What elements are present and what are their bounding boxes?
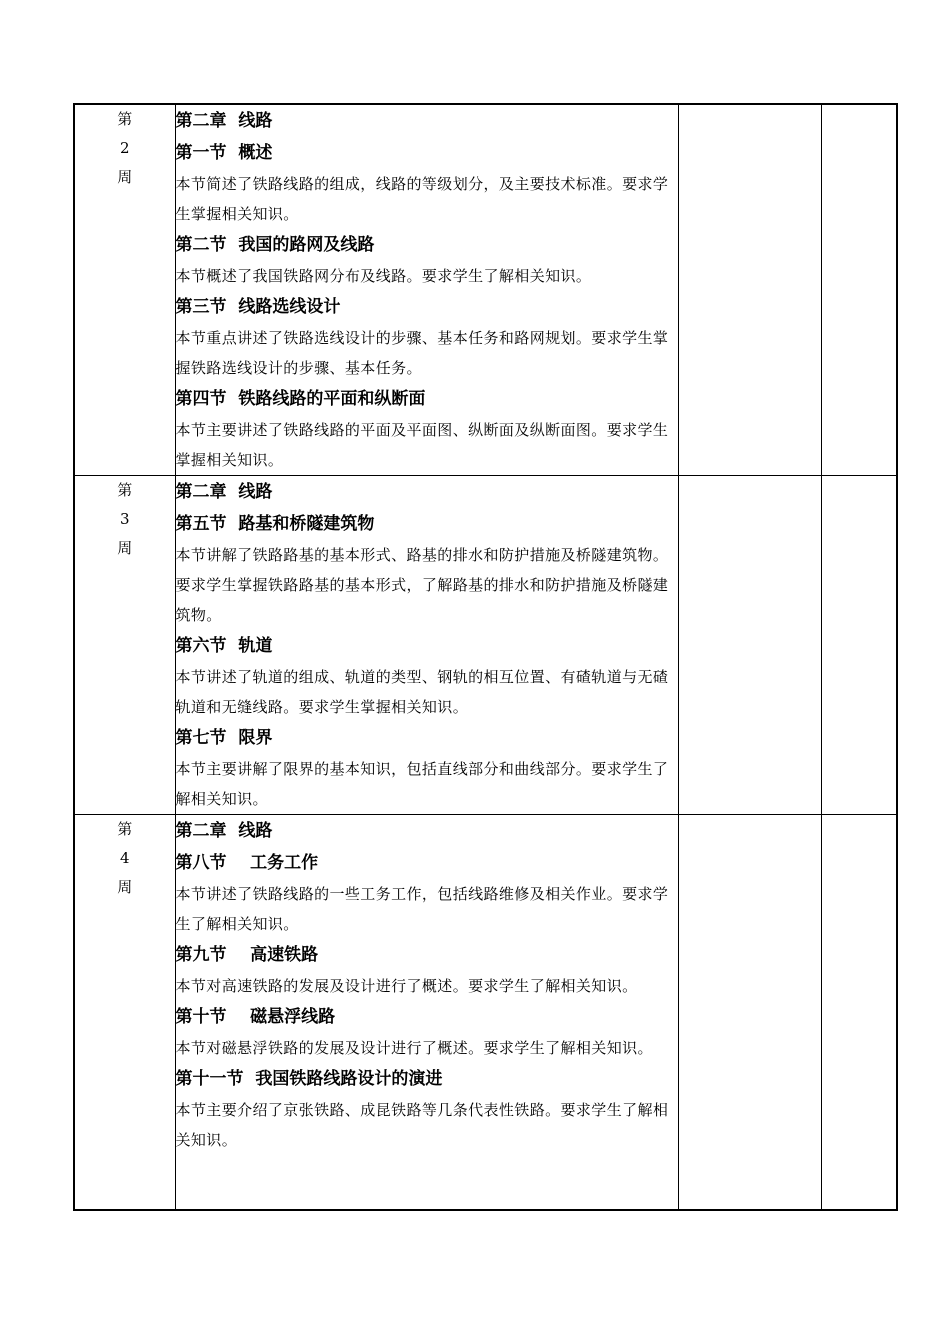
week-label-prefix: 第 bbox=[117, 110, 133, 128]
section-title: 第四节 铁路线路的平面和纵断面 bbox=[175, 389, 426, 409]
empty-cell bbox=[678, 104, 821, 476]
empty-cell bbox=[821, 815, 897, 1211]
section-title: 第三节 线路选线设计 bbox=[175, 297, 341, 317]
section-title: 第八节 工务工作 bbox=[175, 853, 319, 873]
week-cell bbox=[74, 476, 175, 815]
chapter-title: 第二章 线路 bbox=[175, 482, 273, 502]
section-description: 本节主要讲述了铁路线路的平面及平面图、纵断面及纵断面图。要求学生掌握相关知识。 bbox=[175, 421, 669, 469]
section-description: 本节主要介绍了京张铁路、成昆铁路等几条代表性铁路。要求学生了解相关知识。 bbox=[175, 1101, 669, 1149]
section-title: 第一节 概述 bbox=[175, 143, 273, 163]
week-number: 2 bbox=[119, 139, 130, 157]
section-description: 本节简述了铁路线路的组成，线路的等级划分，及主要技术标准。要求学生掌握相关知识。 bbox=[175, 175, 669, 223]
week-label-suffix: 周 bbox=[117, 168, 133, 186]
section-description: 本节主要讲解了限界的基本知识，包括直线部分和曲线部分。要求学生了解相关知识。 bbox=[175, 760, 669, 808]
week-label-prefix: 第 bbox=[117, 481, 133, 499]
table-row bbox=[74, 104, 897, 476]
section-title: 第五节 路基和桥隧建筑物 bbox=[175, 514, 375, 534]
empty-cell bbox=[821, 104, 897, 476]
week-cell bbox=[74, 815, 175, 1211]
section-description: 本节概述了我国铁路网分布及线路。要求学生了解相关知识。 bbox=[175, 267, 592, 285]
section-title: 第七节 限界 bbox=[175, 728, 273, 748]
content-cell bbox=[175, 476, 678, 815]
section-title: 第十节 磁悬浮线路 bbox=[175, 1007, 336, 1027]
chapter-title: 第二章 线路 bbox=[175, 821, 273, 841]
table-row bbox=[74, 476, 897, 815]
week-cell bbox=[74, 104, 175, 476]
empty-cell bbox=[821, 476, 897, 815]
week-label-suffix: 周 bbox=[117, 878, 133, 896]
content-cell bbox=[175, 104, 678, 476]
table-row bbox=[74, 815, 897, 1211]
section-description: 本节重点讲述了铁路选线设计的步骤、基本任务和路网规划。要求学生掌握铁路选线设计的步骤、基本任务。 bbox=[175, 329, 669, 377]
section-description: 本节讲解了铁路路基的基本形式、路基的排水和防护措施及桥隧建筑物。要求学生掌握铁路路基的基本形式，了解路基的排水和防护措施及桥隧建筑物。 bbox=[175, 546, 669, 624]
week-label-prefix: 第 bbox=[117, 820, 133, 838]
content-cell bbox=[175, 815, 678, 1211]
week-label-suffix: 周 bbox=[117, 539, 133, 557]
empty-cell bbox=[678, 476, 821, 815]
section-description: 本节讲述了铁路线路的一些工务工作，包括线路维修及相关作业。要求学生了解相关知识。 bbox=[175, 885, 669, 933]
section-title: 第十一节 我国铁路线路设计的演进 bbox=[175, 1069, 443, 1089]
empty-cell bbox=[678, 815, 821, 1211]
section-description: 本节对磁悬浮铁路的发展及设计进行了概述。要求学生了解相关知识。 bbox=[175, 1039, 653, 1057]
chapter-title: 第二章 线路 bbox=[175, 111, 273, 131]
week-number: 3 bbox=[119, 510, 130, 528]
section-title: 第九节 高速铁路 bbox=[175, 945, 319, 965]
section-title: 第二节 我国的路网及线路 bbox=[175, 235, 375, 255]
section-title: 第六节 轨道 bbox=[175, 636, 273, 656]
week-number: 4 bbox=[119, 849, 130, 867]
section-description: 本节对高速铁路的发展及设计进行了概述。要求学生了解相关知识。 bbox=[175, 977, 638, 995]
section-description: 本节讲述了轨道的组成、轨道的类型、钢轨的相互位置、有碴轨道与无碴轨道和无缝线路。要求学生掌握相关知识。 bbox=[175, 668, 669, 716]
course-schedule-table bbox=[73, 103, 898, 1211]
